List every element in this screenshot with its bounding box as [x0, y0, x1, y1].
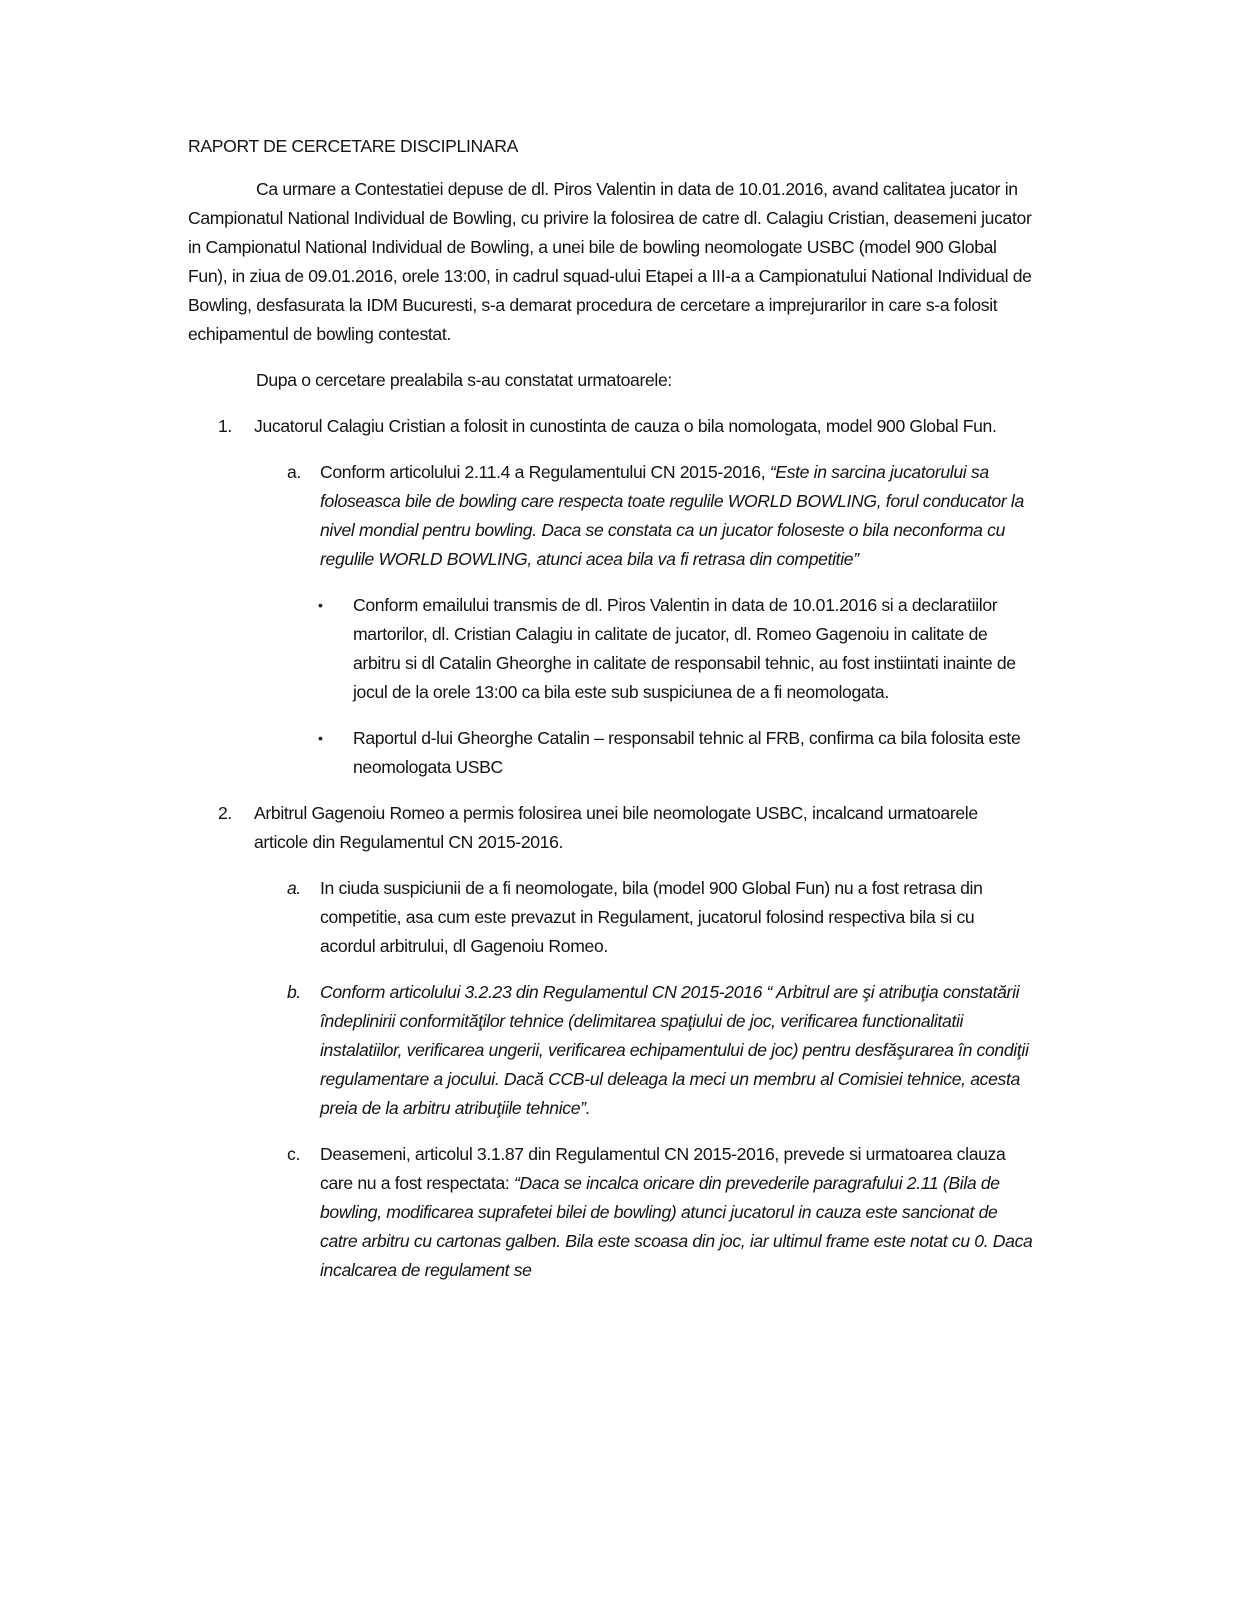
bullet-text: Raportul d-lui Gheorghe Catalin – responsabil tehnic al FRB, confirma ca bila folosita este neomologata USBC [353, 728, 1021, 777]
subitem-letter: c. [287, 1144, 300, 1164]
item-text: Jucatorul Calagiu Cristian a folosit in cunostinta de cauza o bila nomologata, model 900 Global Fun. [254, 416, 997, 436]
subitem-text: In ciuda suspiciunii de a fi neomologate, bila (model 900 Global Fun) nu a fost retrasa din competitie, asa cum este prevazut in Regulament, jucatorul folosind respectiva bila si cu acordul arbitrului, dl Gagenoiu Romeo. [320, 878, 983, 956]
numbered-item-1 [188, 412, 1033, 441]
subitem-text: Deasemeni, articolul 3.1.87 din Regulamentul CN 2015-2016, prevede si urmatoarea clauza care nu a fost respectata: [320, 1144, 1006, 1193]
subitem-2c [188, 1140, 1033, 1285]
subitem-quote: “Este in sarcina jucatorului sa foloseasca bile de bowling care respecta toate regulile WORLD BOWLING, forul conducator la nivel mondial pentru bowling. Daca se constata ca un jucator foloseste o bila neconforma cu regulile WORLD BOWLING, atunci acea bila va fi retrasa din competitie” [320, 462, 1024, 569]
document-body [188, 132, 1033, 1302]
item-text: Arbitrul Gagenoiu Romeo a permis folosirea unei bile neomologate USBC, incalcand urmatoarele articole din Regulamentul CN 2015-2016. [254, 803, 978, 852]
subitem-text: Conform articolului 2.11.4 a Regulamentului CN 2015-2016, [320, 462, 770, 482]
bullet-text: Conform emailului transmis de dl. Piros Valentin in data de 10.01.2016 si a declaratiilor martorilor, dl. Cristian Calagiu in calitate de jucator, dl. Romeo Gagenoiu in calitate de arbitru si dl Catalin Gheorghe in calitate de responsabil tehnic, au fost instiintati inainte de jocul de la orele 13:00 ca bila este sub suspiciunea de a fi neomologata. [353, 595, 1016, 702]
subitem-letter: b. [287, 982, 301, 1002]
intro-paragraph: Ca urmare a Contestatiei depuse de dl. Piros Valentin in data de 10.01.2016, avand calitatea jucator in Campionatul National Individual de Bowling, cu privire la folosirea de catre dl. Calagiu Cristian, deasemeni jucator in Campionatul National Individual de Bowling, a unei bile de bowling neomologate USBC (model 900 Global Fun), in ziua de 09.01.2016, orele 13:00, in cadrul squad-ului Etapei a III-a a Campionatului National Individual de Bowling, desfasurata la IDM Bucuresti, s-a demarat procedura de cercetare a imprejurarilor in care s-a folosit echipamentul de bowling contestat. [188, 179, 1032, 344]
subitem-letter: a. [287, 462, 301, 482]
item-number: 1. [218, 416, 232, 436]
item-number: 2. [218, 803, 232, 823]
subitem-2a [188, 874, 1033, 961]
bullet-icon: • [318, 597, 323, 613]
subitem-2b [188, 978, 1033, 1123]
bullet-item-1 [188, 591, 1033, 707]
subitem-quote: Conform articolului 3.2.23 din Regulamentul CN 2015-2016 “ Arbitrul are şi atribuţia constatării îndeplinirii conformităţilor tehnice (delimitarea spaţiului de joc, verificarea functionalitatii instalatiilor, verificarea ungerii, verificarea echipamentului de joc) pentru desfăşurarea în condiţii regulamentare a jocului. Dacă CCB-ul deleaga la meci un membru al Comisiei tehnice, acesta preia de la arbitru atribuţiile tehnice”. [320, 982, 1029, 1118]
bullet-icon: • [318, 730, 323, 746]
subitem-letter: a. [287, 878, 301, 898]
subitem-1a [188, 458, 1033, 574]
document-title: RAPORT DE CERCETARE DISCIPLINARA [188, 136, 518, 156]
subitem-quote: “Daca se incalca oricare din prevederile paragrafului 2.11 (Bila de bowling, modificarea suprafetei bilei de bowling) atunci jucatorul in cauza este sancionat de catre arbitru cu cartonas galben. Bila este scoasa din joc, iar ultimul frame este notat cu 0. Daca incalcarea de regulament se [320, 1173, 1033, 1280]
findings-intro: Dupa o cercetare prealabila s-au constatat urmatoarele: [256, 370, 672, 390]
bullet-item-2 [188, 724, 1033, 782]
numbered-item-2 [188, 799, 1033, 857]
